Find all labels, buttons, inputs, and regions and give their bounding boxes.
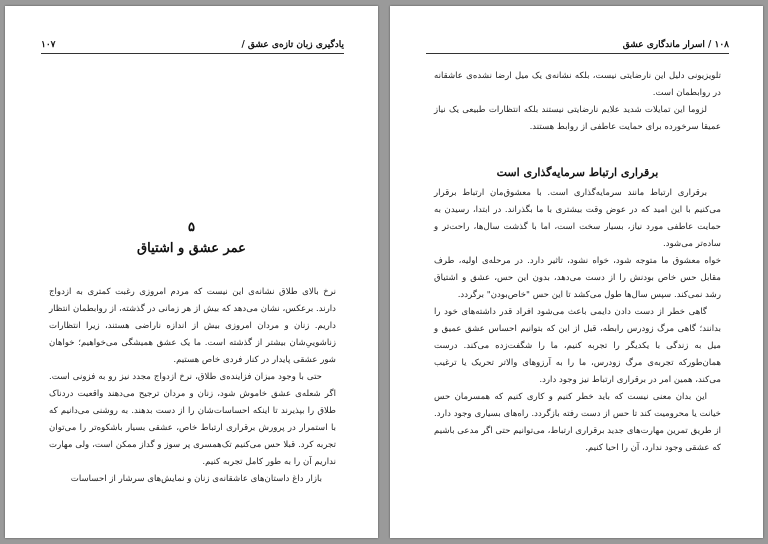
chapter-number: ۵ (188, 220, 195, 235)
header-rule (426, 53, 729, 54)
paragraph: برقراری ارتباط مانند سرمایه‌گذاری است. با معشوق‌مان ارتباط برقرار می‌کنیم با این امید که در عوض وقت بیشتری با ما بگذراند. در ابتدا، رسیدن به حمایت عاطفی مورد نیاز، بسیار سخت است، اما با گذشت سال‌ها، راحت‌تر و ساده‌تر می‌شود. (434, 188, 721, 249)
section-heading: برقراری ارتباط سرمایه‌گذاری است (496, 166, 659, 179)
paragraph: بازار داغ داستان‌های عاشقانه‌ی زنان و نمایش‌های سرشار از احساسات (70, 474, 322, 484)
paragraph: خواه معشوق ما متوجه شود، خواه نشود، تاثیر دارد. در مرحله‌ی اولیه، طرف مقابل حس خاص بودنش را از دست می‌دهد، بدون این حس، عشق و اشتیاق رشد نمی‌کند. سپس سال‌ها طول می‌کشد تا این حس "خاص‌بودن" برگردد. (434, 256, 721, 300)
paragraph: تلویزیونی دلیل این نارضایتی نیست، بلکه نشانه‌ی یک میل ارضا نشده‌ی عاشقانه در روابطمان است. (434, 71, 721, 98)
chapter-title: عمر عشق و اشتیاق (137, 241, 246, 256)
page-number: ۱۰۷ (41, 40, 56, 50)
right-page-body-top (434, 68, 721, 136)
left-page-header (41, 38, 344, 54)
paragraph: حتی با وجود میزان فزاینده‌ی طلاق، نرخ ازدواج مجدد نیز رو به فزونی است. اگر شعله‌ی عشق خاموش شود، زنان و مردان ترجیح می‌دهند واقعیت دردناک طلاق را بپذیرند تا اینکه احساسات‌شان را از دست بدهند. به روشنی می‌دانیم که با استمرار در پرورش برقراری ارتباط خاص، عشقی بسیار باشکوه‌تر را می‌توان تجربه کرد. قبلا حس می‌کنیم تک‌همسری پر سوز و گداز ممکن است، ولی مهارت نداریم آن را به طور کامل تجربه کنیم. (49, 372, 336, 467)
running-title: ۱۰۸ / اسرار ماندگاری عشق (622, 40, 729, 50)
left-page-body (49, 284, 336, 488)
header-rule (41, 53, 344, 54)
paragraph: نرخ بالای طلاق نشانه‌ی این نیست که مردم امروزی رغبت کمتری به ازدواج دارند. برعکس، نشان می‌دهد که بیش از هر زمانی در گذشته، از روابطمان انتظار داریم. زنان و مردان امروزی بیش از اندازه ناراضی هستند، زیرا انتظارات زناشوییِ‌شان بیشتر از گذشته است. ما یک عشق همیشگی می‌خواهیم؛ خواهان شور عشقی پایدار در کنار فردی خاص هستیم. (49, 287, 336, 365)
running-title: یادگیری زبان تازه‌ی عشق / (241, 40, 344, 50)
right-page (390, 6, 763, 538)
left-page (5, 6, 378, 538)
paragraph: گاهی خطر از دست دادن دایمی باعث می‌شود افراد قدر داشته‌های خود را بدانند؛ گاهی مرگ زودرس رابطه، قبل از این که بتوانیم احساس عشق عمیق و میل به زندگی با یکدیگر را تجربه کنیم، ما را شگفت‌زده می‌کند. درست همان‌طورکه تجربه‌ی مرگ زودرس، ما را به آرزوهای والاتر تحریک یا ترغیب می‌کند، همین امر در برقراری ارتباط نیز وجود دارد. (434, 307, 721, 385)
paragraph: این بدان معنی نیست که باید خطر کنیم و کاری کنیم که همسرمان حس خیانت یا محرومیت کند تا حس از دست رفته بازگردد. راه‌های بسیاری وجود دارد. از طریق تمرین مهارت‌های جدید برقراری ارتباط، می‌توانیم حتی اگر مدعی باشیم که عشقی وجود ندارد، آن را احیا کنیم. (434, 392, 721, 453)
paragraph: لزوما این تمایلات شدید علایم نارضایتی نیستند بلکه انتظارات طبیعی یک نیاز عمیقا سرخورده برای حمایت عاطفی از روابط هستند. (434, 105, 721, 132)
right-page-header (426, 38, 729, 54)
right-page-body (434, 164, 721, 457)
